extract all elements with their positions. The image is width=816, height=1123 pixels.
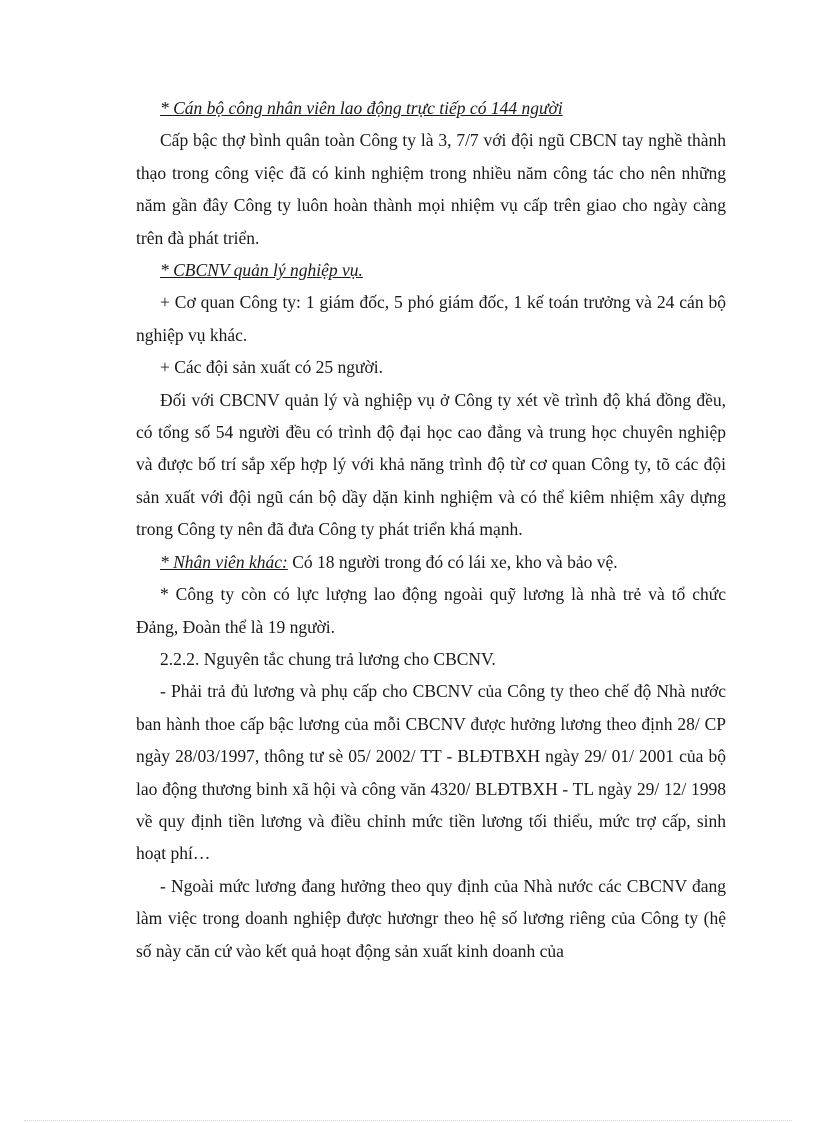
heading-direct-workers-text: * Cán bộ công nhân viên lao động trực tiếp có 144 người	[160, 98, 563, 118]
paragraph-worker-grade: Cấp bậc thợ bình quân toàn Công ty là 3, 7/7 với đội ngũ CBCN tay nghề thành thạo trong công việc đã có kinh nghiệm trong nhiều năm công tác cho nên những năm gần đây Công ty luôn hoàn thành mọi nhiệm vụ cấp trên giao cho ngày càng trên đà phát triển.	[136, 130, 726, 248]
heading-management-staff	[136, 254, 726, 286]
page-bottom-divider	[24, 1120, 792, 1121]
paragraph-salary-principle-1: - Phải trả đủ lương và phụ cấp cho CBCNV của Công ty theo chế độ Nhà nước ban hành thoe cấp bậc lương của mỗi CBCNV được hưởng lương theo định 28/ CP ngày 28/03/1997, thông tư sè 05/ 2002/ TT - BLĐTBXH ngày 29/ 01/ 2001 của bộ lao động thương binh xã hội và công văn 4320/ BLĐTBXH - TL ngày 29/ 12/ 1998 về quy định tiền lương và điều chỉnh mức tiền lương tối thiểu, mức trợ cấp, sinh hoạt phí…	[136, 681, 726, 864]
heading-other-staff: * Nhân viên khác:	[160, 551, 288, 572]
heading-direct-workers	[136, 92, 726, 124]
paragraph-other-staff	[136, 546, 726, 578]
section-title: 2.2.2. Nguyên tắc chung trả lương cho CBCNV.	[160, 648, 496, 669]
paragraph-production-teams: + Các đội sản xuất có 25 người.	[160, 357, 384, 378]
paragraph-staff-qualification: Đối với CBCNV quản lý và nghiệp vụ ở Công ty xét về trình độ khá đồng đều, có tổng số 54 người đều có trình độ đại học cao đẳng và trung học chuyên nghiệp và được bố trí sắp xếp hợp lý với khả năng trình độ từ cơ quan Công ty, tõ các đội sản xuất với đội ngũ cán bộ dầy dặn kinh nghiệm và có thể kiêm nhiệm xây dựng trong Công ty nên đã đưa Công ty phát triển khá mạnh.	[136, 389, 726, 540]
document-page	[136, 92, 726, 967]
other-staff-text: Có 18 người trong đó có lái xe, kho và bảo vệ.	[287, 551, 618, 572]
heading-management-staff-text: * CBCNV quản lý nghiệp vụ.	[160, 260, 363, 281]
paragraph-non-payroll-staff: * Công ty còn có lực lượng lao động ngoài quỹ lương là nhà trẻ và tổ chức Đảng, Đoàn thể là 19 người.	[136, 584, 726, 637]
paragraph-company-office: + Cơ quan Công ty: 1 giám đốc, 5 phó giám đốc, 1 kế toán trưởng và 24 cán bộ nghiệp vụ khác.	[136, 292, 726, 345]
paragraph-salary-principle-2: - Ngoài mức lương đang hưởng theo quy định của Nhà nước các CBCNV đang làm việc trong doanh nghiệp được hươngr theo hệ số lương riêng của Công ty (hệ số này căn cứ vào kết quả hoạt động sản xuất kinh doanh của	[136, 875, 726, 961]
